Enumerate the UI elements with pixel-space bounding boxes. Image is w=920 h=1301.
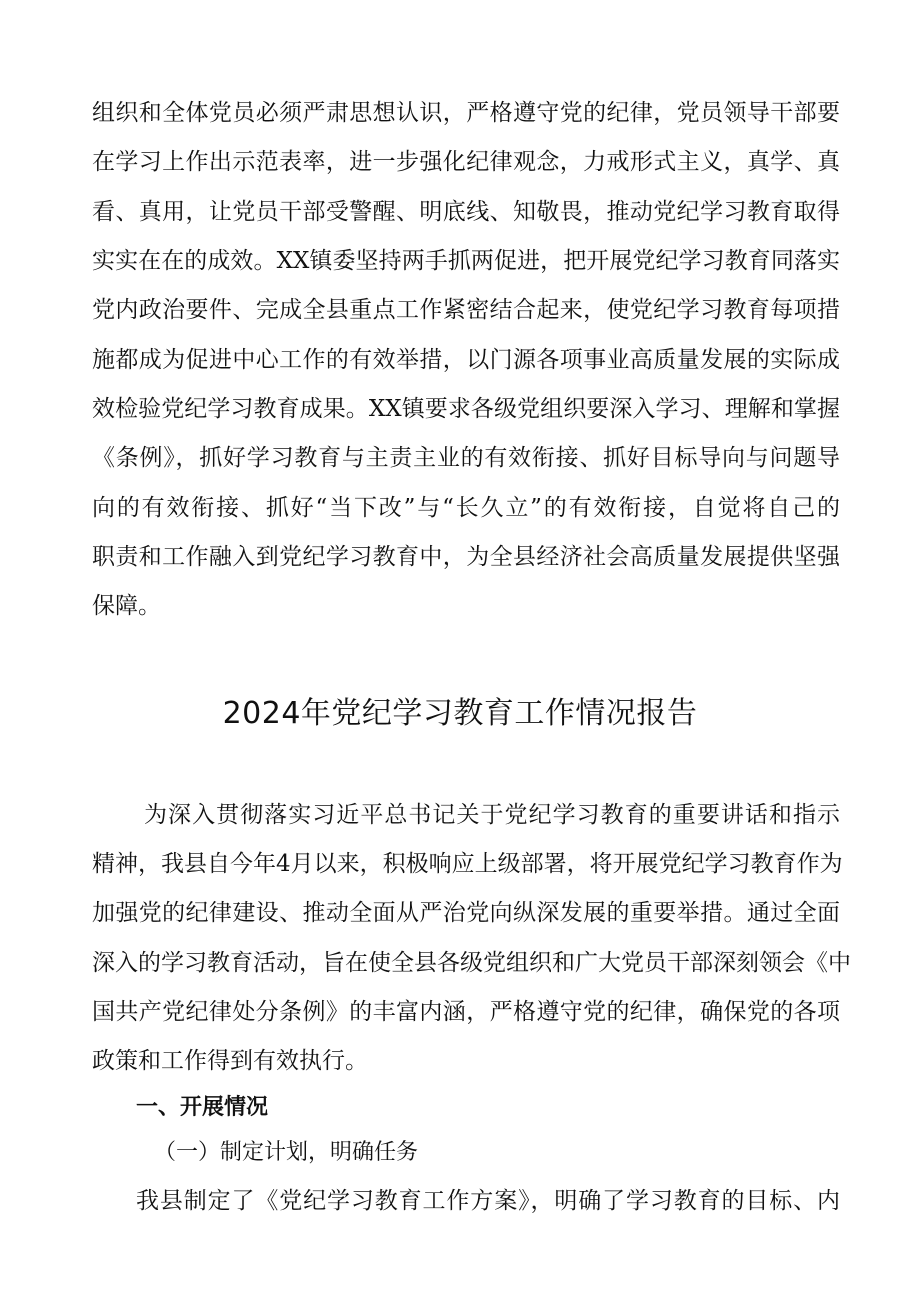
paragraph-line: 效检验党纪学习教育成果。XX镇要求各级党组织要深入学习、理解和掌握 (92, 396, 840, 422)
paragraph-line: 《条例》，抓好学习教育与主责主业的有效衔接、抓好目标导向与问题导 (92, 445, 840, 471)
paragraph-line: 施都成为促进中心工作的有效举措，以门源各项事业高质量发展的实际成 (92, 347, 840, 373)
intro-line: 加强党的纪律建设、推动全面从严治党向纵深发展的重要举措。通过全面 (92, 900, 840, 926)
intro-line: 精神，我县自今年4月以来，积极响应上级部署，将开展党纪学习教育作为 (92, 851, 843, 877)
paragraph-line: 职责和工作融入到党纪学习教育中，为全县经济社会高质量发展提供坚强 (92, 544, 840, 570)
paragraph-line: 保障。 (92, 593, 161, 619)
paragraph-line: 实实在在的成效。XX镇委坚持两手抓两促进，把开展党纪学习教育同落实 (92, 248, 840, 274)
paragraph-line: 组织和全体党员必须严肃思想认识，严格遵守党的纪律，党员领导干部要 (92, 100, 840, 126)
paragraph-line: 党内政治要件、完成全县重点工作紧密结合起来，使党纪学习教育每项措 (92, 297, 840, 323)
paragraph-line: 向的有效衔接、抓好“当下改”与“长久立”的有效衔接，自觉将自己的 (92, 495, 840, 521)
intro-line: 国共产党纪律处分条例》的丰富内涵，严格遵守党的纪律，确保党的各项 (92, 999, 840, 1025)
subsection-heading: （一）制定计划，明确任务 (154, 1140, 419, 1165)
intro-line: 政策和工作得到有效执行。 (92, 1048, 368, 1074)
intro-line: 深入的学习教育活动，旨在使全县各级党组织和广大党员干部深刻领会《中 (92, 950, 851, 976)
paragraph-line: 在学习上作出示范表率，进一步强化纪律观念，力戒形式主义，真学、真 (92, 149, 840, 175)
intro-line: 为深入贯彻落实习近平总书记关于党纪学习教育的重要讲话和指示 (144, 802, 840, 828)
section-heading: 一、开展情况 (136, 1095, 269, 1120)
paragraph-line: 看、真用，让党员干部受警醒、明底线、知敬畏，推动党纪学习教育取得 (92, 199, 840, 225)
report-title: 2024年党纪学习教育工作情况报告 (222, 696, 698, 731)
body-line: 我县制定了《党纪学习教育工作方案》，明确了学习教育的目标、内 (136, 1188, 840, 1214)
